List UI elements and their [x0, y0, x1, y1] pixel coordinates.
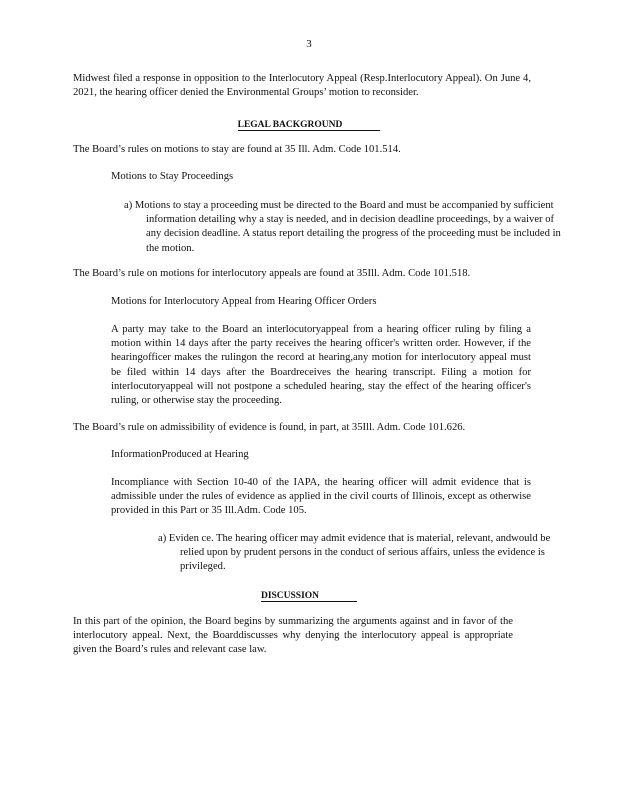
stay-section-title: Motions to Stay Proceedings	[111, 171, 234, 182]
intro-paragraph: Midwest filed a response in opposition to the Interlocutory Appeal (Resp.Interlocutory Appeal). On June 4, 2021, the hearing officer denied the Environmental Groups’ motion to reconsider.	[73, 73, 531, 99]
discussion-heading-text: DISCUSSION	[261, 591, 357, 602]
legal-background-heading-text: LEGAL BACKGROUND	[238, 120, 381, 131]
interlocutory-rule: A party may take to the Board an interlocutoryappeal from a hearing officer ruling by filing a motion within 14 days after the party receives the hearing officer's written order. However, if the hearingofficer makes the rulingon the record at hearing,any motion for interlocutory appeal must be filed within 14 days after the Boardreceives the hearing transcript. Filing a motion for interlocutoryappeal will not postpone a scheduled hearing, stay the effect of the hearing officer's ruling, or otherwise stay the proceeding.	[111, 324, 531, 407]
evidence-rule: Incompliance with Section 10-40 of the IAPA, the hearing officer will admit evidence that is admissible under the rules of evidence as applied in the civil courts of Illinois, except as otherwise provided in this Part or 35 Ill.Adm. Code 105.	[111, 477, 531, 517]
discussion-paragraph: In this part of the opinion, the Board begins by summarizing the arguments against and in favor of the interlocutory appeal. Next, the Boarddiscusses why denying the interlocutory appeal is appropriate given the Board’s rules and relevant case law.	[73, 616, 513, 656]
evidence-intro: The Board’s rule on admissibility of evidence is found, in part, at 35Ill. Adm. Code 101.626.	[73, 422, 466, 433]
evidence-section-title: InformationProduced at Hearing	[111, 449, 249, 460]
interlocutory-intro: The Board’s rule on motions for interlocutory appeals are found at 35Ill. Adm. Code 101.518.	[73, 268, 471, 279]
page-number: 3	[306, 38, 312, 50]
evidence-rule-a: a) Eviden ce. The hearing officer may admit evidence that is material, relevant, andwould be relied upon by prudent persons in the conduct of serious affairs, unless the evidence is privileged.	[158, 533, 551, 573]
rules-stay-intro: The Board’s rules on motions to stay are found at 35 Ill. Adm. Code 101.514.	[73, 144, 401, 155]
interlocutory-section-title: Motions for Interlocutory Appeal from Hearing Officer Orders	[111, 296, 377, 307]
stay-rule-a: a) Motions to stay a proceeding must be directed to the Board and must be accompanied by sufficient information detailing why a stay is needed, and in decision deadline proceedings, by a waiver of any decision deadline. A status report detailing the progress of the proceeding must be included in the motion.	[124, 200, 561, 254]
discussion-heading	[0, 589, 618, 603]
legal-background-heading	[0, 118, 618, 132]
